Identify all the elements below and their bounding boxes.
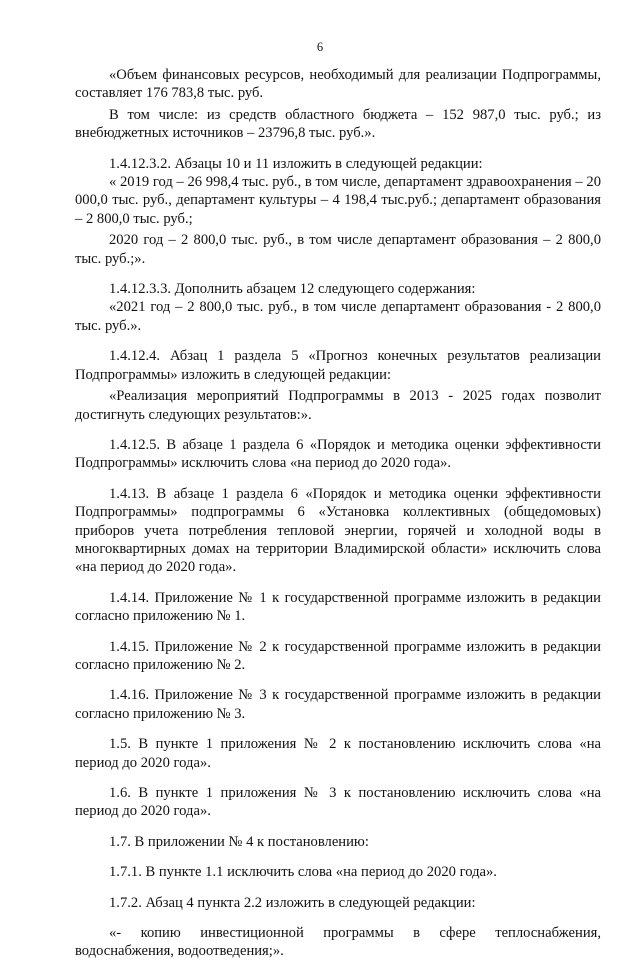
paragraph-1-7-2: 1.7.2. Абзац 4 пункта 2.2 изложить в следующей редакции: xyxy=(109,894,476,911)
paragraph-2019-year: « 2019 год – 26 998,4 тыс. руб., в том числе, департамент здравоохранения – 20 000,0 тыс. руб., департамент культуры – 4 198,4 тыс.руб.; департамент образования – 2 800,0 тыс. руб.; xyxy=(75,174,601,227)
paragraph-1-7: 1.7. В приложении № 4 к постановлению: xyxy=(109,833,369,850)
paragraph-1-4-12-5: 1.4.12.5. В абзаце 1 раздела 6 «Порядок и методика оценки эффективности Подпрограммы» исключить слова «на период до 2020 года». xyxy=(75,436,601,472)
page-number: 6 xyxy=(316,40,324,54)
paragraph-2021-year: «2021 год – 2 800,0 тыс. руб., в том числе департамент образования - 2 800,0 тыс. руб.». xyxy=(75,299,601,334)
paragraph-funding-total: «Объем финансовых ресурсов, необходимый для реализации Подпрограммы, составляет 176 783,8 тыс. руб. xyxy=(75,67,601,102)
paragraph-1-4-16: 1.4.16. Приложение № 3 к государственной программе изложить в редакции согласно приложению № 3. xyxy=(75,687,601,722)
paragraph-1-4-13: 1.4.13. В абзаце 1 раздела 6 «Порядок и методика оценки эффективности Подпрограммы» подпрограммы 6 «Установка коллективных (общедомовых) приборов учета потребления тепловой энергии, горячей и холодной воды в многоквартирных домах на территории Владимирской области» исключить слова «на период до 2020 года». xyxy=(75,485,601,576)
paragraph-funding-sources: В том числе: из средств областного бюджета – 152 987,0 тыс. руб.; из внебюджетных источников – 23796,8 тыс. руб.». xyxy=(75,106,601,142)
paragraph-1-7-1: 1.7.1. В пункте 1.1 исключить слова «на период до 2020 года». xyxy=(109,864,497,881)
paragraph-2020-year: 2020 год – 2 800,0 тыс. руб., в том числе департамент образования – 2 800,0 тыс. руб.;». xyxy=(75,232,601,267)
document-body xyxy=(75,66,601,961)
paragraph-1-5: 1.5. В пункте 1 приложения № 2 к постановлению исключить слова «на период до 2020 года». xyxy=(75,736,601,771)
paragraph-results-forecast: «Реализация мероприятий Подпрограммы в 2013 - 2025 годах позволит достигнуть следующих результатов:». xyxy=(75,388,601,423)
paragraph-1-6: 1.6. В пункте 1 приложения № 3 к постановлению исключить слова «на период до 2020 года». xyxy=(75,785,601,820)
paragraph-1-4-12-3-3: 1.4.12.3.3. Дополнить абзацем 12 следующего содержания: xyxy=(109,281,476,298)
paragraph-1-4-14: 1.4.14. Приложение № 1 к государственной программе изложить в редакции согласно приложению № 1. xyxy=(75,589,601,625)
paragraph-investment-program: «- копию инвестиционной программы в сфере теплоснабжения, водоснабжения, водоотведения;». xyxy=(75,925,601,960)
paragraph-1-4-12-4: 1.4.12.4. Абзац 1 раздела 5 «Прогноз конечных результатов реализации Подпрограммы» изложить в следующей редакции: xyxy=(75,348,601,383)
paragraph-1-4-12-3-2: 1.4.12.3.2. Абзацы 10 и 11 изложить в следующей редакции: xyxy=(109,155,483,172)
paragraph-1-4-15: 1.4.15. Приложение № 2 к государственной программе изложить в редакции согласно приложению № 2. xyxy=(75,638,601,673)
